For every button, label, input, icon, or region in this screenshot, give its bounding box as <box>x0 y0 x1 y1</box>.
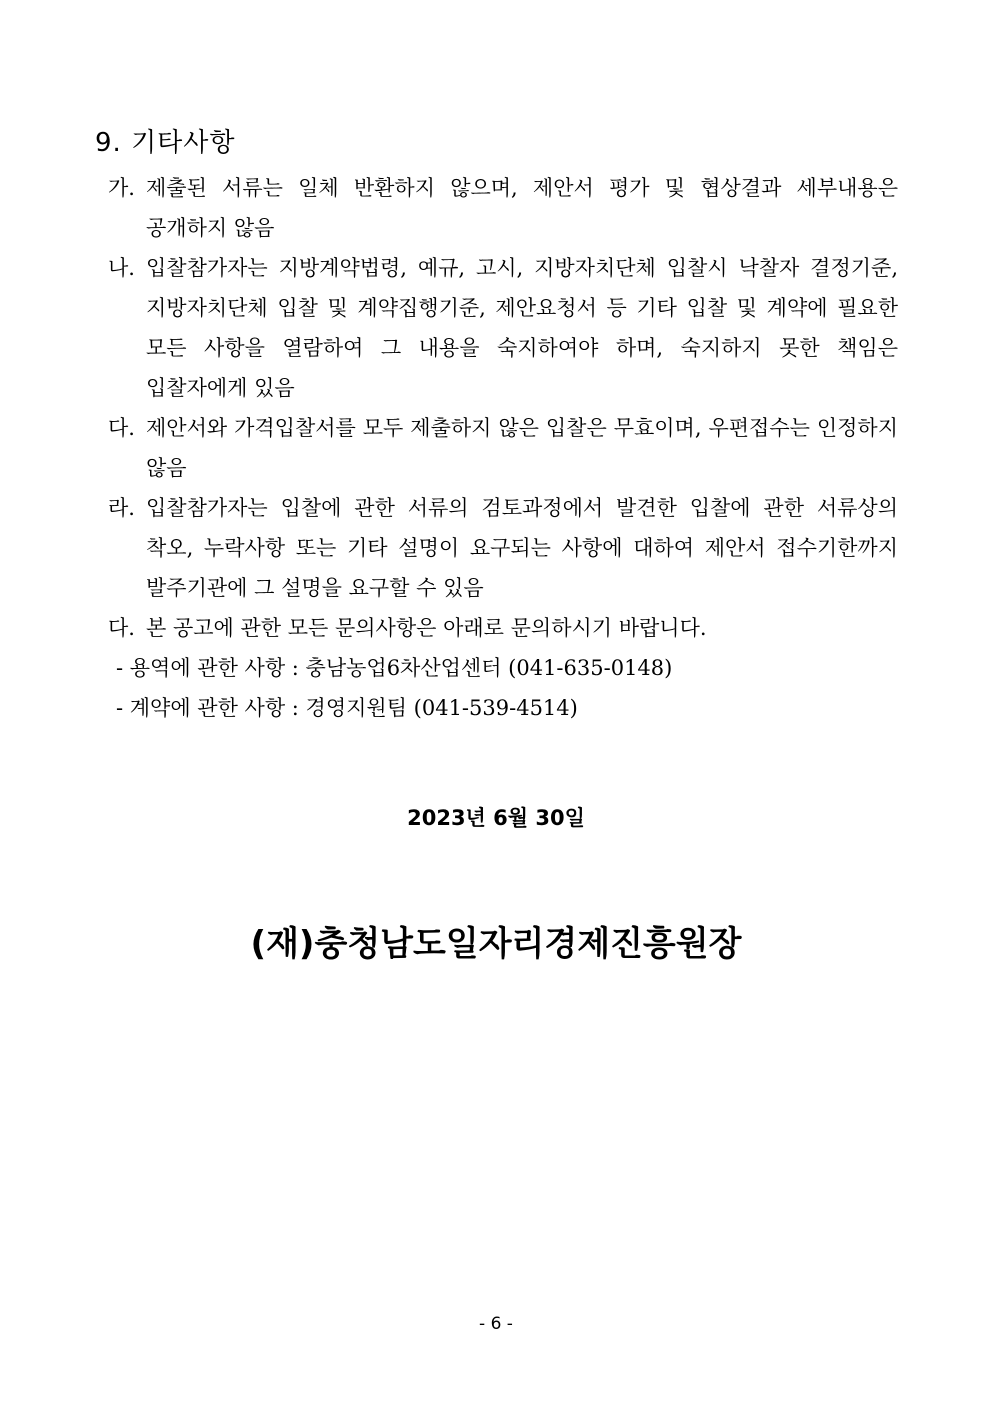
item-text: 입찰참가자는 입찰에 관한 서류의 검토과정에서 발견한 입찰에 관한 서류상의 착오, 누락사항 또는 기타 설명이 요구되는 사항에 대하여 제안서 접수기한까지 발주기관에 그 설명을 요구할 수 있음 <box>146 496 898 600</box>
item-marker: 가. <box>108 176 135 200</box>
item-marker: 라. <box>108 496 135 520</box>
item-text: 본 공고에 관한 모든 문의사항은 아래로 문의하시기 바랍니다. <box>146 616 707 640</box>
list-item <box>108 488 898 608</box>
item-text: 제출된 서류는 일체 반환하지 않으며, 제안서 평가 및 협상결과 세부내용은 공개하지 않음 <box>146 176 898 240</box>
notice-list <box>108 168 898 728</box>
item-marker: 다. <box>108 416 135 440</box>
item-marker: 다. <box>108 616 135 640</box>
item-text: 입찰참가자는 지방계약법령, 예규, 고시, 지방자치단체 입찰시 낙찰자 결정기준, 지방자치단체 입찰 및 계약집행기준, 제안요청서 등 기타 입찰 및 계약에 필요한 모든 사항을 열람하여 그 내용을 숙지하여야 하며, 숙지하지 못한 책임은 입찰자에게 있음 <box>146 256 898 400</box>
item-text: 제안서와 가격입찰서를 모두 제출하지 않은 입찰은 무효이며, 우편접수는 인정하지 않음 <box>146 416 898 480</box>
list-item <box>108 248 898 408</box>
contact-contract: - 계약에 관한 사항 : 경영지원팀 (041-539-4514) <box>116 696 578 720</box>
list-item <box>108 408 898 488</box>
list-item <box>108 168 898 248</box>
issuer-name: (재)충청남도일자리경제진흥원장 <box>250 924 742 964</box>
list-item <box>108 608 898 648</box>
contact-service: - 용역에 관한 사항 : 충남농업6차산업센터 (041-635-0148) <box>116 656 673 680</box>
page-number: - 6 - <box>479 1314 513 1334</box>
notice-date: 2023년 6월 30일 <box>407 806 585 830</box>
item-marker: 나. <box>108 256 135 280</box>
section-title: 9. 기타사항 <box>95 128 236 158</box>
